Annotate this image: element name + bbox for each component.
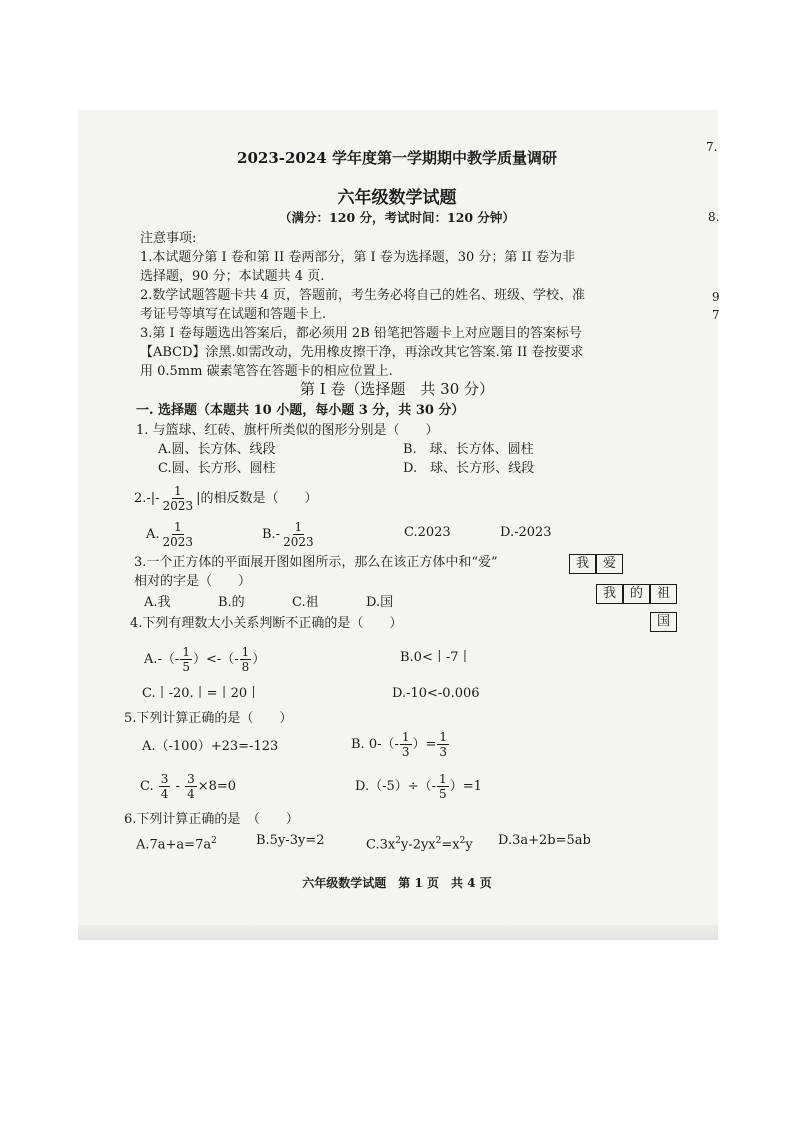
question-4-option-c: C.丨-20.丨=丨20丨 <box>142 686 261 701</box>
fraction-denominator: 2023 <box>162 535 194 549</box>
notes-line: 选择题，90 分；本试题共 4 页. <box>140 269 325 284</box>
fraction-numerator: 1 <box>173 520 182 534</box>
margin-mark: 8. <box>708 210 720 224</box>
question-2-option-a <box>146 520 196 549</box>
option-fraction <box>161 520 196 549</box>
question-5-option-c <box>140 772 236 801</box>
question-1-option-a: A.圆、长方体、线段 <box>158 442 276 457</box>
notes-line: 用 0.5mm 碳素笔答在答题卡的相应位置上. <box>140 364 393 379</box>
option-text: A.-（- <box>144 652 180 667</box>
option-text: y <box>465 837 473 853</box>
question-5-option-a: A.（-100）+23=-123 <box>142 739 279 754</box>
fraction-denominator: 2023 <box>283 535 314 549</box>
question-5-stem: 5.下列计算正确的是（ ） <box>124 711 293 726</box>
option-text: ）=1 <box>449 779 482 794</box>
question-6-option-a <box>136 833 217 853</box>
cube-net-cell: 的 <box>623 584 650 604</box>
notes-line: 3.第 I 卷每题选出答案后，都必须用 2B 铅笔把答题卡上对应题目的答案标号 <box>140 326 582 341</box>
margin-mark: 7. <box>706 140 718 154</box>
superscript: 2 <box>435 836 442 846</box>
margin-mark: 9 <box>712 290 720 304</box>
scan-edge-shadow <box>78 925 718 940</box>
fraction-numerator: 3 <box>160 772 169 786</box>
cube-net-cell: 我 <box>569 554 596 574</box>
fraction-numerator: 1 <box>439 772 447 786</box>
option-fraction <box>437 730 449 759</box>
notes-line: 考证号等填写在试题和答题卡上. <box>140 307 327 322</box>
fraction-numerator: 1 <box>174 484 182 498</box>
fraction-numerator: 1 <box>182 645 190 659</box>
fraction-denominator: 5 <box>182 660 190 674</box>
question-2-suffix: |的相反数是（ ） <box>196 491 318 506</box>
option-fraction <box>185 772 197 801</box>
notes-line: 2.数学试题答题卡共 4 页，答题前，考生务必将自己的姓名、班级、学校、准 <box>140 288 585 303</box>
fraction-numerator: 3 <box>187 772 195 786</box>
question-3-option-b: B.的 <box>218 595 245 610</box>
question-1-stem: 1. 与篮球、红砖、旗杆所类似的图形分别是（ ） <box>136 423 439 438</box>
score-info: （满分：120 分，考试时间：120 分钟） <box>279 210 515 225</box>
option-fraction <box>281 520 316 549</box>
fraction-denominator: 8 <box>241 660 250 674</box>
option-text: =x <box>441 837 460 853</box>
question-3-option-d: D.国 <box>366 595 394 610</box>
option-text: C.3x <box>366 837 396 853</box>
question-6-option-c <box>366 833 473 853</box>
fraction-denominator: 5 <box>439 787 447 801</box>
option-text: A.7a+a=7a <box>136 837 212 853</box>
question-2-option-d: D.-2023 <box>500 525 552 540</box>
option-text: y-2yx <box>400 837 436 853</box>
superscript: 2 <box>211 836 217 846</box>
option-text: B. 0-（- <box>351 737 399 752</box>
question-2-option-c: C.2023 <box>404 525 451 540</box>
fraction-denominator: 3 <box>439 745 448 759</box>
notes-heading: 注意事项: <box>140 231 197 246</box>
fraction-denominator: 4 <box>160 787 169 801</box>
question-2-option-b <box>262 520 317 549</box>
option-fraction <box>400 730 412 759</box>
question-2-prefix: 2.-|- <box>134 491 160 506</box>
option-fraction <box>180 645 192 674</box>
question-1-option-b: B. 球、长方体、圆柱 <box>403 442 534 457</box>
question-1-option-c: C.圆、长方形、圆柱 <box>158 461 276 476</box>
option-label: B.- <box>262 527 281 542</box>
option-text: ×8=0 <box>197 779 237 794</box>
option-fraction <box>240 645 252 674</box>
fraction-numerator: 1 <box>294 520 303 534</box>
school-year-title: 2023-2024 学年度第一学期期中教学质量调研 <box>237 149 557 167</box>
superscript: 2 <box>459 836 466 846</box>
notes-line: 【ABCD】涂黑.如需改动，先用橡皮擦干净，再涂改其它答案.第 II 卷按要求 <box>140 345 584 360</box>
option-label: C. <box>140 779 154 794</box>
cube-net-cell: 国 <box>650 612 677 632</box>
fraction-numerator: 1 <box>241 645 250 659</box>
question-6-option-d: D.3a+2b=5ab <box>498 833 591 848</box>
notes-line: 1.本试题分第 I 卷和第 II 卷两部分，第 I 卷为选择题，30 分；第 II 卷为非 <box>140 250 575 265</box>
cube-net-cell: 祖 <box>650 584 677 604</box>
question-2-stem <box>134 484 318 513</box>
superscript: 2 <box>395 836 401 846</box>
option-text: - <box>175 779 180 794</box>
fraction-denominator: 3 <box>401 745 410 759</box>
part-heading: 一. 选择题（本题共 10 小题，每小题 3 分，共 30 分） <box>136 403 465 418</box>
option-label: A. <box>146 527 160 542</box>
question-6-option-b: B.5y-3y=2 <box>256 833 325 848</box>
option-text: ）= <box>412 737 437 752</box>
exam-title: 六年级数学试题 <box>337 188 457 208</box>
question-5-option-d <box>355 772 482 801</box>
section-title: 第 I 卷（选择题 共 30 分） <box>299 380 495 398</box>
question-4-option-b: B.0<丨-7丨 <box>400 650 472 665</box>
cube-net-cell: 爱 <box>596 554 623 574</box>
cube-net-diagram <box>566 552 680 638</box>
option-fraction <box>437 772 449 801</box>
page-footer: 六年级数学试题 第 1 页 共 4 页 <box>302 876 492 890</box>
question-6-stem: 6.下列计算正确的是 （ ） <box>124 812 299 827</box>
question-3-stem-line-2: 相对的字是（ ） <box>134 574 252 589</box>
cube-net-cell: 我 <box>596 584 623 604</box>
question-1-option-d: D. 球、长方形、线段 <box>403 461 535 476</box>
margin-mark: 7 <box>712 308 720 322</box>
question-5-option-b <box>351 730 450 759</box>
question-2-fraction <box>161 484 196 513</box>
question-4-option-d: D.-10<-0.006 <box>392 686 480 701</box>
question-3-option-c: C.祖 <box>292 595 319 610</box>
question-4-option-a <box>144 645 265 674</box>
option-text: ）<-（- <box>192 652 239 667</box>
question-4-stem: 4.下列有理数大小关系判断不正确的是（ ） <box>130 616 403 631</box>
option-text: ） <box>252 652 266 667</box>
fraction-denominator: 4 <box>187 787 195 801</box>
fraction-numerator: 1 <box>439 730 448 744</box>
question-3-stem-line-1: 3.一个正方体的平面展开图如图所示，那么在该正方体中和“爱” <box>134 555 498 570</box>
question-3-option-a: A.我 <box>144 595 171 610</box>
option-text: D.（-5）÷（- <box>355 779 437 794</box>
fraction-denominator: 2023 <box>162 499 194 513</box>
option-fraction <box>159 772 171 801</box>
fraction-numerator: 1 <box>401 730 410 744</box>
